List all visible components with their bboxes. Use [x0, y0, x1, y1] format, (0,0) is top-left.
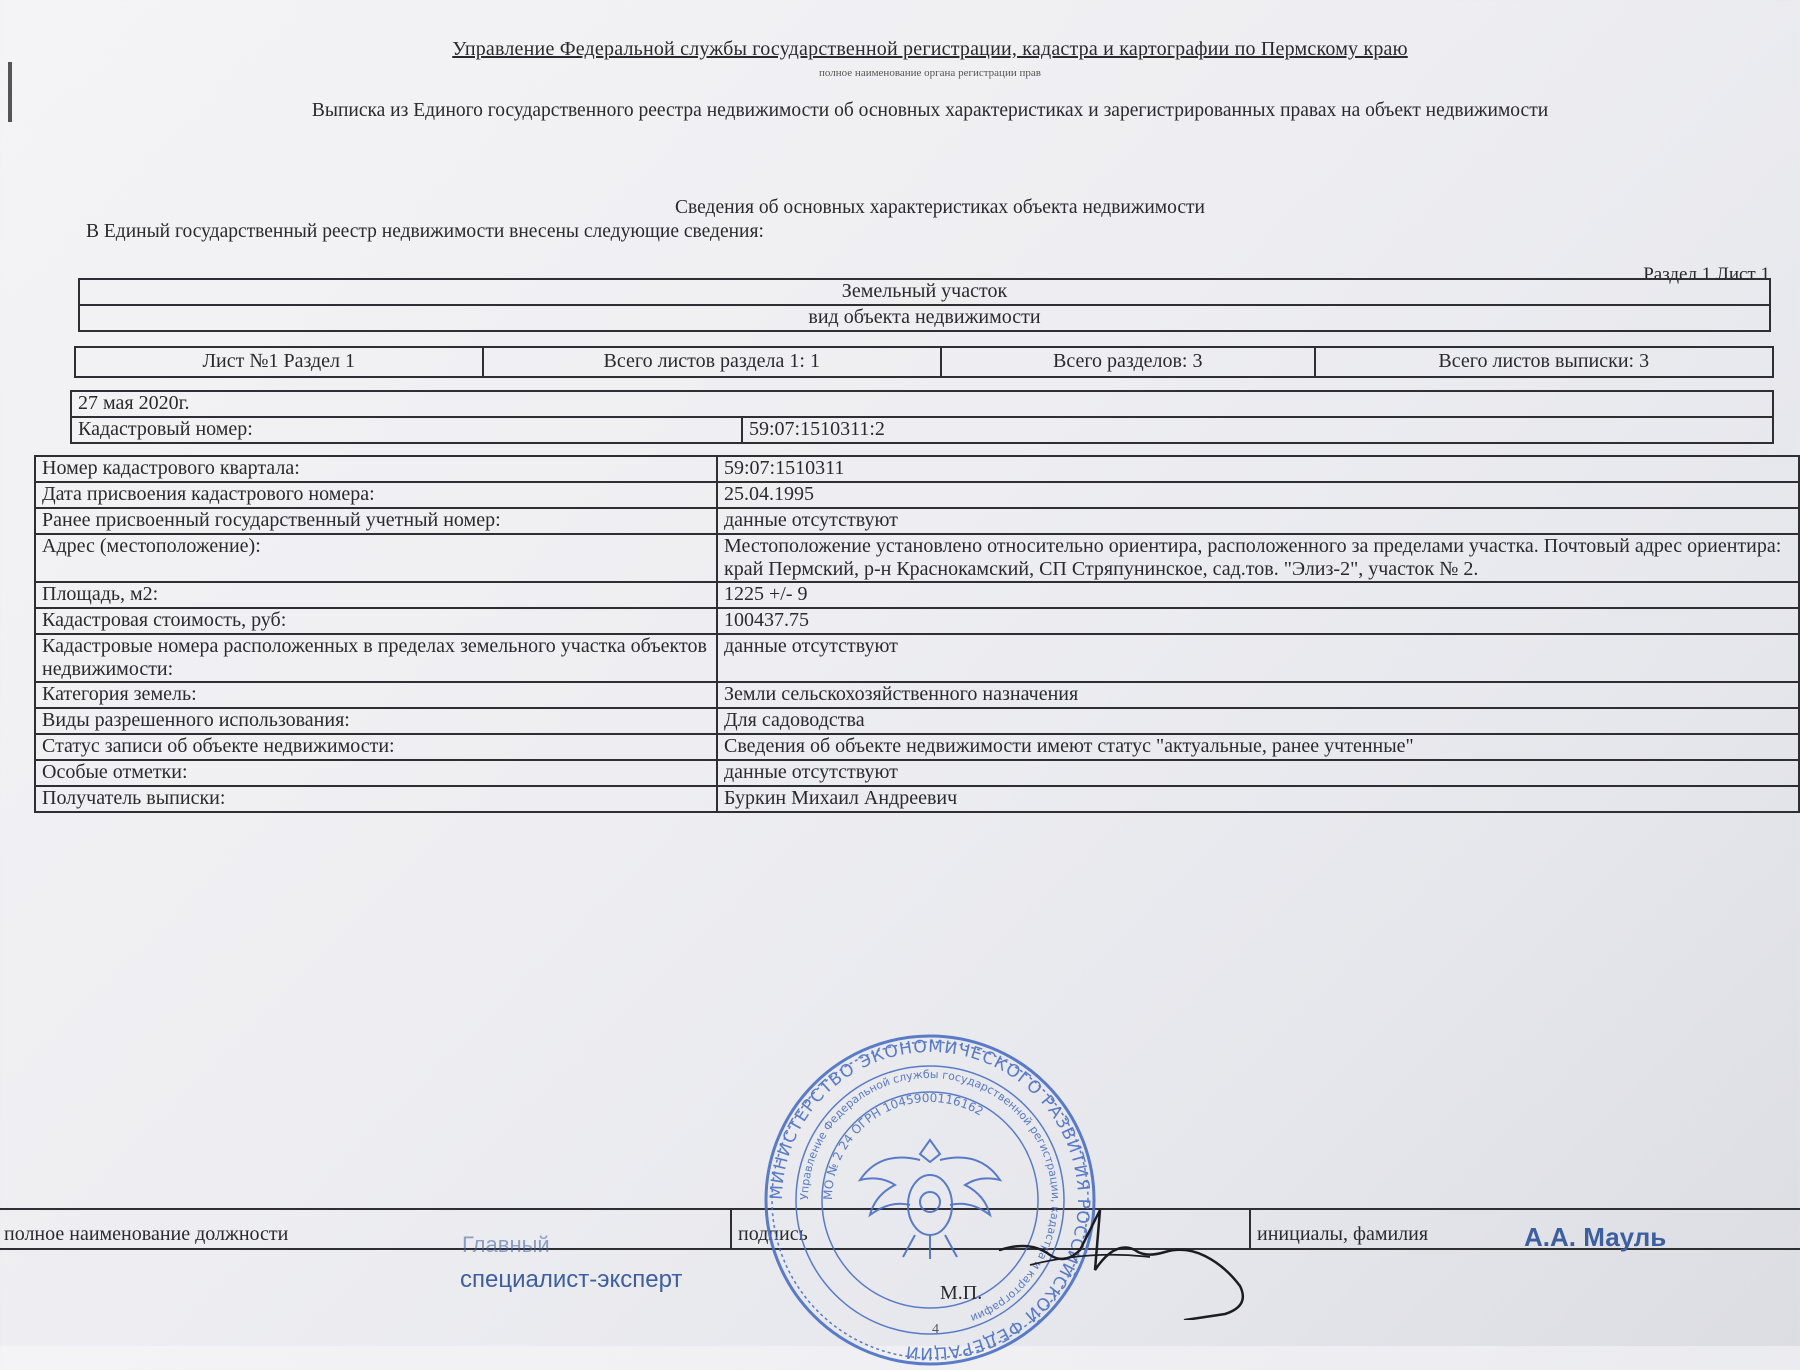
signature-label: подпись [731, 1209, 1250, 1249]
row-value: 1225 +/- 9 [717, 582, 1799, 608]
row-value: Для садоводства [717, 708, 1799, 734]
position-line-1: Главный [462, 1232, 550, 1257]
table-row [35, 708, 1799, 734]
intro-text: В Единый государственный реестр недвижимости внесены следующие сведения: [86, 221, 764, 242]
sheet-reference: Раздел 1 Лист 1 [1643, 264, 1770, 285]
total-sheets-section: Всего листов раздела 1: 1 [483, 347, 941, 377]
row-key: Адрес (местоположение): [35, 534, 717, 582]
organization-name: Управление Федеральной службы государственной регистрации, кадастра и картографии по Пермскому краю [452, 38, 1408, 60]
table-row [35, 682, 1799, 708]
row-key: Кадастровые номера расположенных в пределах земельного участка объектов недвижимости: [35, 634, 717, 682]
total-sections: Всего разделов: 3 [941, 347, 1315, 377]
stamp-outer-text: МИНИСТЕРСТВО ЭКОНОМИЧЕСКОГО РАЗВИТИЯ РОССИЙСКОЙ ФЕДЕРАЦИИ [766, 1036, 1094, 1364]
characteristics-table [34, 455, 1800, 813]
row-key: Площадь, м2: [35, 582, 717, 608]
seal-place-label: М.П. [940, 1282, 983, 1304]
row-value: Сведения об объекте недвижимости имеют статус "актуальные, ранее учтенные" [717, 734, 1799, 760]
table-row [35, 456, 1799, 482]
table-row [35, 582, 1799, 608]
table-row [35, 760, 1799, 786]
handwritten-signature [990, 1180, 1250, 1320]
initials-label: инициалы, фамилия [1250, 1209, 1800, 1249]
row-value: данные отсутствуют [717, 634, 1799, 682]
object-type: Земельный участок [79, 279, 1770, 305]
cadastral-table [70, 390, 1774, 444]
object-type-table [78, 278, 1771, 332]
page-number: 4 [932, 1322, 939, 1337]
object-type-caption: вид объекта недвижимости [79, 305, 1770, 331]
row-value: Буркин Михаил Андреевич [717, 786, 1799, 812]
table-row [35, 634, 1799, 682]
table-row [35, 786, 1799, 812]
row-value: 59:07:1510311 [717, 456, 1799, 482]
sheet-info-table [74, 346, 1774, 378]
row-key: Получатель выписки: [35, 786, 717, 812]
row-value: 25.04.1995 [717, 482, 1799, 508]
position-line-2: специалист-эксперт [460, 1266, 683, 1293]
section-title: Сведения об основных характеристиках объекта недвижимости [675, 197, 1205, 218]
table-row [35, 482, 1799, 508]
row-key: Кадастровая стоимость, руб: [35, 608, 717, 634]
row-key: Виды разрешенного использования: [35, 708, 717, 734]
row-value: Земли сельскохозяйственного назначения [717, 682, 1799, 708]
sheet-number: Лист №1 Раздел 1 [75, 347, 483, 377]
row-key: Категория земель: [35, 682, 717, 708]
row-value: данные отсутствуют [717, 508, 1799, 534]
table-row [35, 734, 1799, 760]
row-key: Дата присвоения кадастрового номера: [35, 482, 717, 508]
document-title: Выписка из Единого государственного реестра недвижимости об основных характеристиках и зарегистрированных правах на объект недвижимости [311, 100, 1549, 121]
table-row [35, 608, 1799, 634]
row-value: данные отсутствуют [717, 760, 1799, 786]
total-sheets: Всего листов выписки: 3 [1315, 347, 1773, 377]
row-key: Ранее присвоенный государственный учетный номер: [35, 508, 717, 534]
row-value: 100437.75 [717, 608, 1799, 634]
organization-caption: полное наименование органа регистрации прав [819, 67, 1041, 79]
row-key: Номер кадастрового квартала: [35, 456, 717, 482]
row-value: Местоположение установлено относительно ориентира, расположенного за пределами участка. Почтовый адрес ориентира: край Пермский, р-н Краснокамский, СП Стряпунинское, сад.тов. "Элиз-2", участок № 2. [717, 534, 1799, 582]
initials-value: А.А. Мауль [1524, 1222, 1667, 1252]
eagle-emblem-icon [860, 1140, 1000, 1259]
table-row [35, 508, 1799, 534]
cadastral-number-value: 59:07:1510311:2 [742, 417, 1773, 443]
table-row [35, 534, 1799, 582]
row-key: Статус записи об объекте недвижимости: [35, 734, 717, 760]
extract-date: 27 мая 2020г. [71, 391, 1773, 417]
cadastral-number-label: Кадастровый номер: [71, 417, 742, 443]
position-label: полное наименование должности [0, 1209, 731, 1249]
row-key: Особые отметки: [35, 760, 717, 786]
stamp-middle-text: Управление Федеральной службы государственной регистрации, кадастра и картографии [797, 1067, 1063, 1325]
stamp-inner-text: МО № 2 24 ОГРН 1045900116162 [820, 1090, 986, 1201]
